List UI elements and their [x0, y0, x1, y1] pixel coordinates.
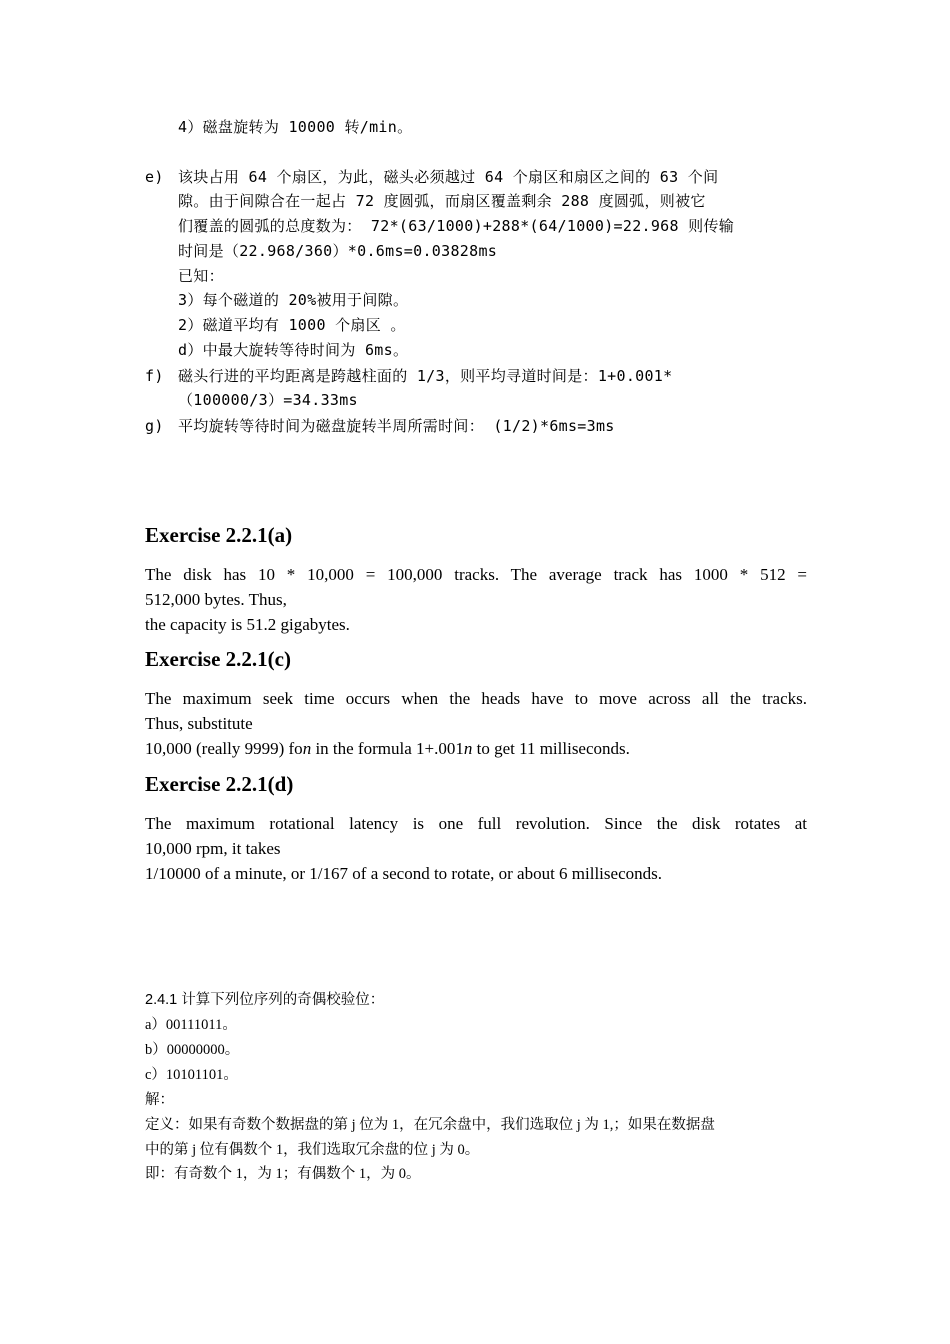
item-f-label: f): [145, 367, 164, 385]
exercise-text: 1/10000 of a minute, or 1/167 of a second to rotate, or about 6 milliseconds.: [145, 864, 662, 883]
exercise-heading: Exercise 2.2.1(c): [145, 647, 291, 671]
item-g-line: 平均旋转等待时间为磁盘旋转半周所需时间： (1/2)*6ms=3ms: [178, 417, 615, 435]
item-e-line: 该块占用 64 个扇区，为此，磁头必须越过 64 个扇区和扇区之间的 63 个间: [178, 168, 719, 186]
definition-text: 中的第 j 位有偶数个 1，我们选取冗余盘的位 j 为 0。: [145, 1142, 480, 1158]
item-e-line: d）中最大旋转等待时间为 6ms。: [178, 341, 409, 359]
exercise-text: The maximum rotational latency is one full revolution. Since the disk rotates at: [145, 814, 807, 833]
item-e-line: 已知：: [178, 267, 224, 285]
exercise-heading: Exercise 2.2.1(d): [145, 772, 294, 796]
exercise-text: The disk has 10 * 10,000 = 100,000 tracks. The average track has 1000 * 512 =: [145, 565, 807, 584]
math-n: n: [302, 739, 312, 758]
item-f-line: （100000/3）=34.33ms: [178, 391, 358, 409]
item-e-label: e): [145, 168, 164, 186]
parity-item: a）00111011。: [145, 1017, 237, 1033]
exercise-text: [145, 739, 630, 759]
parity-item: c）10101101。: [145, 1067, 238, 1083]
parity-item: b）00000000。: [145, 1042, 240, 1058]
math-n: n: [463, 739, 473, 758]
parity-question: 2.4.1 计算下列位序列的奇偶校验位：: [145, 992, 385, 1008]
summary-text: 即：有奇数个 1，为 1；有偶数个 1，为 0。: [145, 1166, 421, 1182]
exercise-text: Thus, substitute: [145, 714, 253, 733]
exercise-text: 10,000 rpm, it takes: [145, 839, 281, 858]
exercise-text: the capacity is 51.2 gigabytes.: [145, 615, 350, 634]
exercise-text: The maximum seek time occurs when the heads have to move across all the tracks.: [145, 689, 807, 708]
item-e-line: 3）每个磁道的 20%被用于间隙。: [178, 291, 409, 309]
text-run: in the formula 1+.001: [311, 739, 464, 758]
item-e-line: 时间是（22.968/360）*0.6ms=0.03828ms: [178, 242, 498, 260]
text-run: to get 11 milliseconds.: [472, 739, 630, 758]
item-f-line: 磁头行进的平均距离是跨越柱面的 1/3，则平均寻道时间是：1+0.001*: [178, 367, 673, 385]
item-g-label: g): [145, 417, 164, 435]
text-run: 10,000 (really 9999) fo: [145, 739, 303, 758]
item-e-line: 们覆盖的圆弧的总度数为： 72*(63/1000)+288*(64/1000)=22.968 则传输: [178, 217, 735, 235]
exercise-heading: Exercise 2.2.1(a): [145, 523, 293, 547]
definition-text: 定义：如果有奇数个数据盘的第 j 位为 1，在冗余盘中，我们选取位 j 为 1,；如果在数据盘: [145, 1117, 715, 1133]
exercise-text: 512,000 bytes. Thus,: [145, 590, 287, 609]
given-item-4: 4）磁盘旋转为 10000 转/min。: [178, 118, 413, 136]
solution-label: 解：: [145, 1092, 174, 1108]
item-e-line: 隙。由于间隙合在一起占 72 度圆弧，而扇区覆盖剩余 288 度圆弧，则被它: [178, 192, 706, 210]
item-e-line: 2）磁道平均有 1000 个扇区 。: [178, 316, 406, 334]
